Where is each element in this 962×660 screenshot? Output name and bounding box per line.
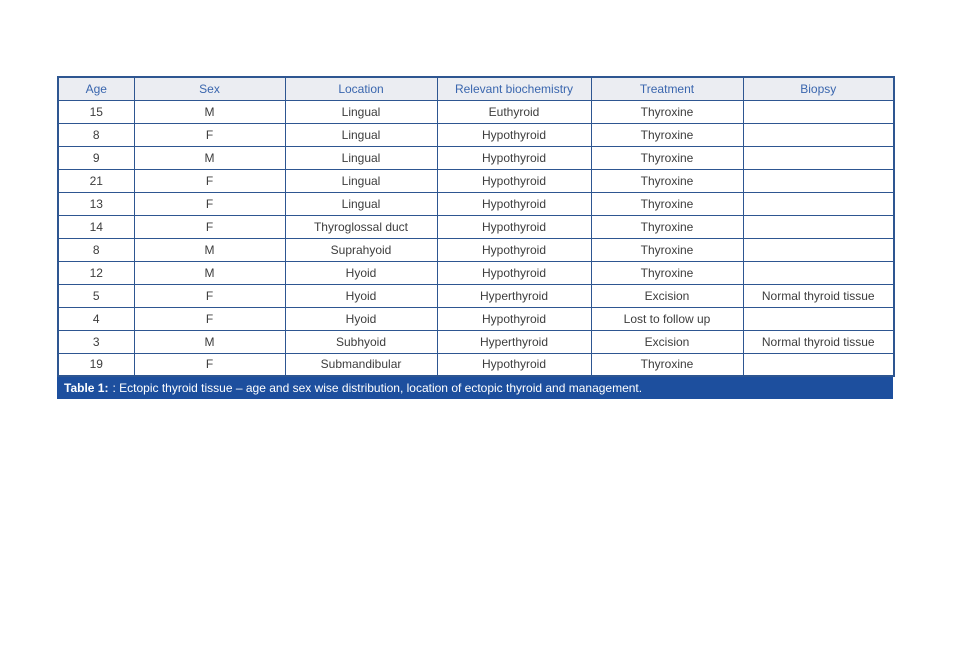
cell-biopsy: Normal thyroid tissue bbox=[743, 330, 894, 353]
table-caption bbox=[57, 377, 893, 399]
cell-biopsy bbox=[743, 100, 894, 123]
cell-location: Suprahyoid bbox=[285, 238, 437, 261]
table-row bbox=[58, 307, 894, 330]
cell-treatment: Lost to follow up bbox=[591, 307, 743, 330]
cell-age: 4 bbox=[58, 307, 134, 330]
cell-location: Lingual bbox=[285, 146, 437, 169]
table-row bbox=[58, 169, 894, 192]
cell-age: 3 bbox=[58, 330, 134, 353]
cell-location: Lingual bbox=[285, 123, 437, 146]
cell-location: Lingual bbox=[285, 169, 437, 192]
cell-treatment: Excision bbox=[591, 284, 743, 307]
cell-sex: F bbox=[134, 123, 285, 146]
cell-biopsy bbox=[743, 353, 894, 376]
cell-relevant-biochemistry: Hypothyroid bbox=[437, 192, 591, 215]
cell-age: 9 bbox=[58, 146, 134, 169]
cell-relevant-biochemistry: Hyperthyroid bbox=[437, 330, 591, 353]
cell-location: Thyroglossal duct bbox=[285, 215, 437, 238]
cell-treatment: Thyroxine bbox=[591, 238, 743, 261]
cell-sex: M bbox=[134, 146, 285, 169]
table-row bbox=[58, 146, 894, 169]
cell-relevant-biochemistry: Hypothyroid bbox=[437, 146, 591, 169]
cell-biopsy bbox=[743, 146, 894, 169]
table-caption-text: : Ectopic thyroid tissue – age and sex wise distribution, location of ectopic thyroid and management. bbox=[112, 381, 643, 395]
cell-age: 13 bbox=[58, 192, 134, 215]
cell-sex: F bbox=[134, 192, 285, 215]
cell-biopsy bbox=[743, 192, 894, 215]
cell-location: Submandibular bbox=[285, 353, 437, 376]
table-header-row bbox=[58, 77, 894, 100]
table-caption-label: Table 1: bbox=[64, 381, 109, 395]
table-row bbox=[58, 353, 894, 376]
cell-relevant-biochemistry: Hypothyroid bbox=[437, 307, 591, 330]
cell-age: 8 bbox=[58, 238, 134, 261]
table-row bbox=[58, 123, 894, 146]
table-row bbox=[58, 330, 894, 353]
cell-biopsy bbox=[743, 169, 894, 192]
cell-relevant-biochemistry: Hypothyroid bbox=[437, 215, 591, 238]
cell-treatment: Thyroxine bbox=[591, 146, 743, 169]
cell-location: Hyoid bbox=[285, 284, 437, 307]
cell-sex: F bbox=[134, 215, 285, 238]
cell-sex: M bbox=[134, 330, 285, 353]
cell-age: 14 bbox=[58, 215, 134, 238]
cell-age: 19 bbox=[58, 353, 134, 376]
cell-location: Lingual bbox=[285, 100, 437, 123]
cell-biopsy bbox=[743, 123, 894, 146]
cell-relevant-biochemistry: Hypothyroid bbox=[437, 169, 591, 192]
cell-relevant-biochemistry: Hypothyroid bbox=[437, 353, 591, 376]
table-row bbox=[58, 100, 894, 123]
table-body bbox=[58, 100, 894, 376]
table-row bbox=[58, 284, 894, 307]
cell-treatment: Thyroxine bbox=[591, 353, 743, 376]
cell-sex: F bbox=[134, 353, 285, 376]
cell-sex: F bbox=[134, 169, 285, 192]
column-header-treatment: Treatment bbox=[591, 77, 743, 100]
cell-sex: F bbox=[134, 307, 285, 330]
cell-location: Subhyoid bbox=[285, 330, 437, 353]
cell-age: 5 bbox=[58, 284, 134, 307]
cell-treatment: Thyroxine bbox=[591, 192, 743, 215]
cell-age: 21 bbox=[58, 169, 134, 192]
cell-location: Lingual bbox=[285, 192, 437, 215]
cell-location: Hyoid bbox=[285, 307, 437, 330]
column-header-age: Age bbox=[58, 77, 134, 100]
cell-biopsy bbox=[743, 238, 894, 261]
cell-treatment: Thyroxine bbox=[591, 123, 743, 146]
cell-age: 15 bbox=[58, 100, 134, 123]
column-header-location: Location bbox=[285, 77, 437, 100]
cell-age: 12 bbox=[58, 261, 134, 284]
cell-biopsy: Normal thyroid tissue bbox=[743, 284, 894, 307]
cell-relevant-biochemistry: Euthyroid bbox=[437, 100, 591, 123]
table-row bbox=[58, 238, 894, 261]
column-header-biopsy: Biopsy bbox=[743, 77, 894, 100]
cell-relevant-biochemistry: Hypothyroid bbox=[437, 238, 591, 261]
cell-relevant-biochemistry: Hypothyroid bbox=[437, 261, 591, 284]
data-table-container bbox=[57, 76, 893, 399]
data-table bbox=[57, 76, 895, 377]
cell-sex: M bbox=[134, 238, 285, 261]
table-row bbox=[58, 215, 894, 238]
cell-biopsy bbox=[743, 307, 894, 330]
cell-relevant-biochemistry: Hyperthyroid bbox=[437, 284, 591, 307]
cell-biopsy bbox=[743, 261, 894, 284]
cell-biopsy bbox=[743, 215, 894, 238]
cell-age: 8 bbox=[58, 123, 134, 146]
cell-location: Hyoid bbox=[285, 261, 437, 284]
cell-treatment: Thyroxine bbox=[591, 215, 743, 238]
cell-treatment: Thyroxine bbox=[591, 261, 743, 284]
table-row bbox=[58, 261, 894, 284]
cell-sex: M bbox=[134, 100, 285, 123]
table-row bbox=[58, 192, 894, 215]
cell-sex: M bbox=[134, 261, 285, 284]
cell-sex: F bbox=[134, 284, 285, 307]
cell-treatment: Thyroxine bbox=[591, 169, 743, 192]
column-header-sex: Sex bbox=[134, 77, 285, 100]
column-header-relevant-biochemistry: Relevant biochemistry bbox=[437, 77, 591, 100]
cell-relevant-biochemistry: Hypothyroid bbox=[437, 123, 591, 146]
cell-treatment: Thyroxine bbox=[591, 100, 743, 123]
cell-treatment: Excision bbox=[591, 330, 743, 353]
